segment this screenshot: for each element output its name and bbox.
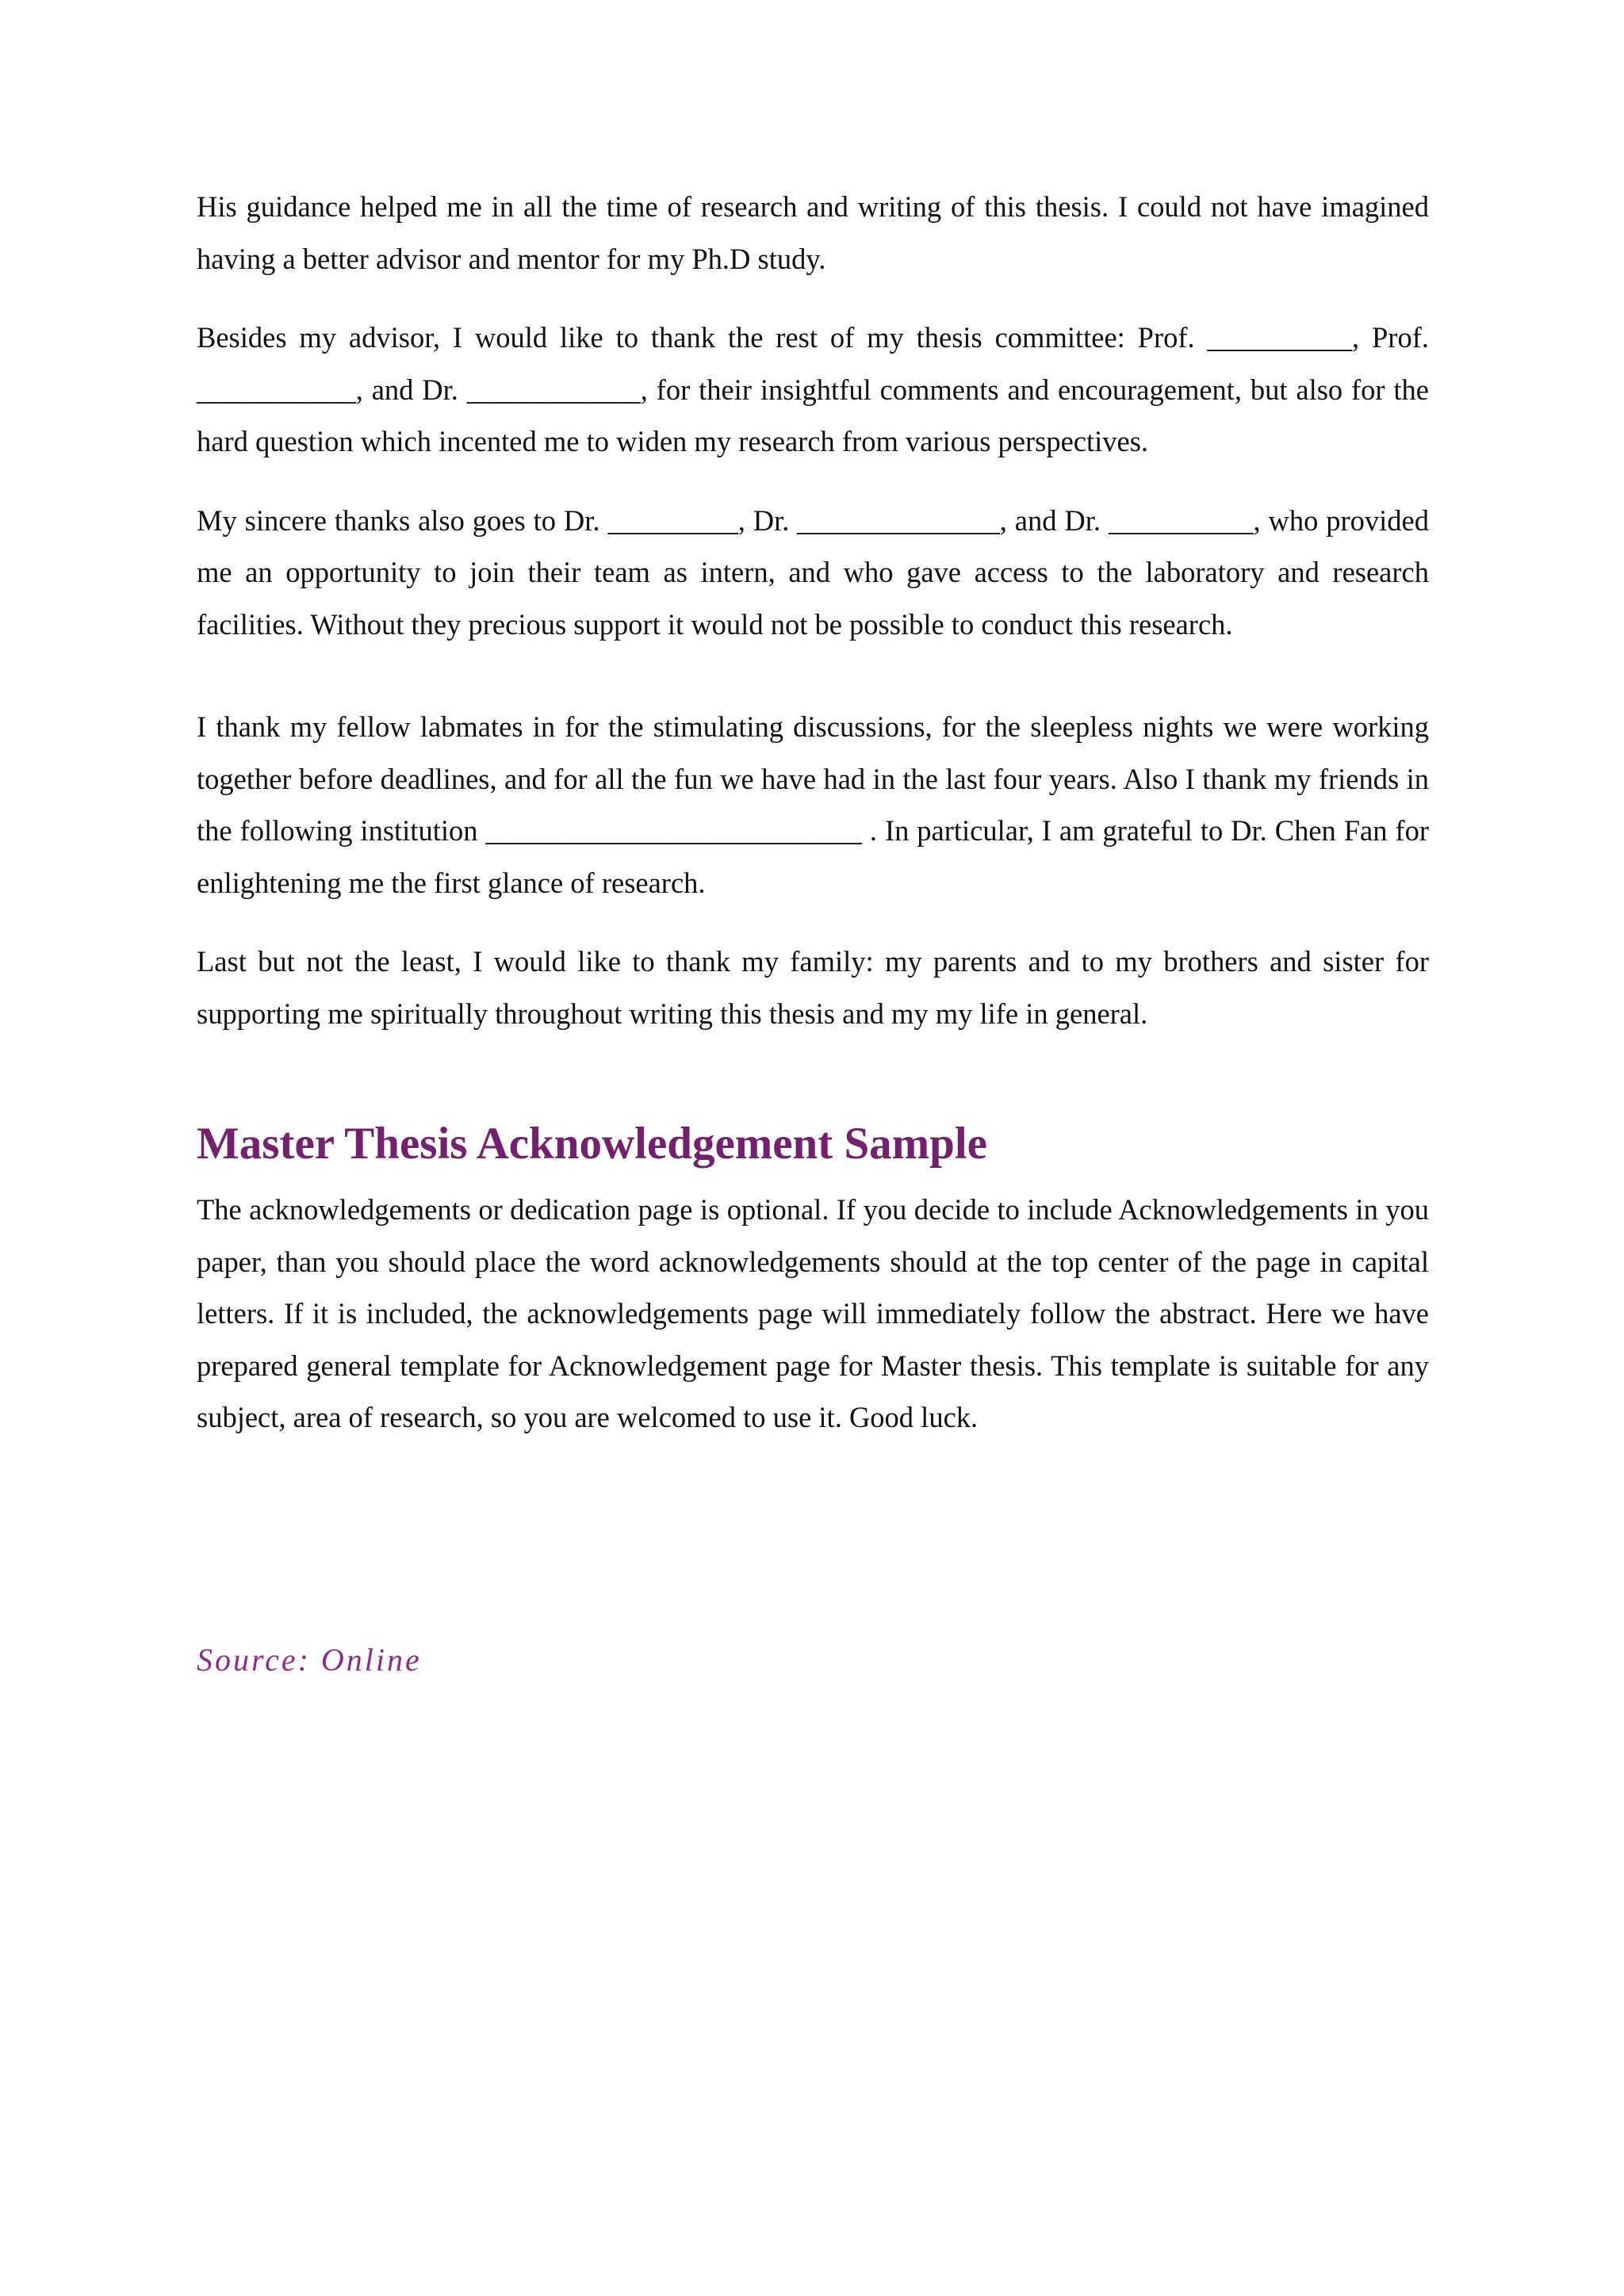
paragraph-internship: My sincere thanks also goes to Dr. _________, Dr. ______________, and Dr. __________, who provided me an opportunity to join their team as intern, and who gave access to the laboratory and research facilities. Without they precious support it would not be possible to conduct this research. [197, 503, 1429, 641]
paragraph-family: Last but not the least, I would like to thank my family: my parents and to my brothers and sister for supporting me spiritually throughout writing this thesis and my my life in general. [197, 945, 1429, 1030]
section-body: The acknowledgements or dedication page is optional. If you decide to include Acknowledgements in you paper, than you should place the word acknowledgements should at the top center of the page in capital letters. If it is included, the acknowledgements page will immediately follow the abstract. Here we have prepared general template for Acknowledgement page for Master thesis. This template is suitable for any subject, area of research, so you are welcomed to use it. Good luck. [197, 1193, 1429, 1433]
paragraph-labmates: I thank my fellow labmates in for the stimulating discussions, for the sleepless nights we were working together before deadlines, and for all the fun we have had in the last four years. Also I thank my friends in the following institution __________________________ . In particular, I am grateful to Dr. Chen Fan for enlightening me the first glance of research. [197, 710, 1429, 899]
source-note: Source: Online [197, 1642, 422, 1678]
section-heading: Master Thesis Acknowledgement Sample [197, 1119, 987, 1169]
paragraph-committee: Besides my advisor, I would like to thank the rest of my thesis committee: Prof. __________, Prof. ___________, and Dr. ____________, for their insightful comments and encouragement, but also for the hard question which incented me to widen my research from various perspectives. [197, 321, 1429, 457]
document-page [197, 181, 1429, 1444]
paragraph-guidance: His guidance helped me in all the time of research and writing of this thesis. I could not have imagined having a better advisor and mentor for my Ph.D study. [197, 190, 1429, 275]
